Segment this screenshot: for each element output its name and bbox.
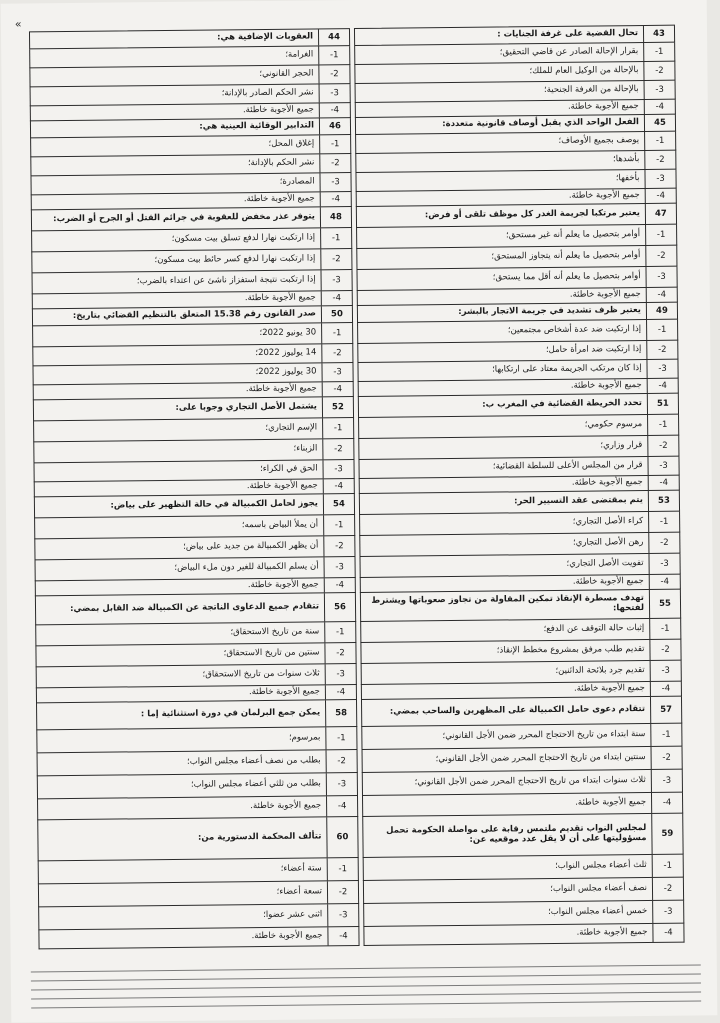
option-number: -3	[325, 664, 356, 684]
option-text: تسعة أعضاء؛	[276, 886, 323, 897]
option-text: قرار من المجلس الأعلى للسلطة القضائية؛	[492, 460, 643, 472]
option-number: -3	[651, 770, 682, 792]
option-number: -3	[644, 170, 675, 188]
option-text: إذا ارتكبت نتيجة استفزاز ناشئ عن اعتداء بالضرب؛	[136, 274, 316, 287]
option-number: -4	[651, 793, 682, 813]
question-text: يعتبر ظرف تشديد في جريمة الاتجار بالبشر:	[458, 305, 641, 318]
option-text: إذا ارتكبت ضد عدة أشخاص مجتمعين؛	[507, 324, 642, 336]
option-text: ثلث أعضاء مجلس النواب؛	[555, 860, 647, 872]
option-row	[363, 878, 684, 904]
option-text: أوامر بتحصيل ما يعلم أنه أقل مما يستحق؛	[492, 271, 641, 283]
option-number: -4	[319, 103, 350, 117]
option-text: بأشدها؛	[612, 154, 640, 165]
option-number: -1	[647, 415, 678, 435]
option-number: -4	[650, 682, 681, 696]
question-number: 59	[651, 814, 682, 854]
option-text: إذا كان مرتكب الجريمة معتاد على ارتكابها؛	[492, 363, 642, 375]
option-text: بطلب من ثلثي أعضاء مجلس النواب؛	[190, 778, 321, 790]
option-number: -4	[323, 479, 354, 493]
option-row	[38, 904, 359, 930]
option-number: -1	[320, 228, 351, 248]
option-number: -2	[327, 881, 358, 903]
exam-sheet	[1, 0, 718, 1023]
option-number: -3	[647, 457, 678, 475]
page-mark: «	[14, 17, 22, 31]
option-number: -3	[645, 267, 676, 287]
option-number: -2	[644, 151, 675, 169]
question-number: 55	[649, 590, 680, 618]
question-text: يعتبر مرتكبا لجريمة الغدر كل موظف تلقى أو فرض:	[424, 208, 640, 221]
option-number: -1	[322, 418, 353, 438]
option-text: بأخفها؛	[615, 173, 640, 184]
option-number: -4	[326, 796, 357, 816]
option-number: -1	[321, 323, 352, 343]
option-number: -1	[323, 515, 354, 535]
question-text: تحدد الخريطة القضائية في المغرب ب:	[482, 398, 642, 410]
option-number: -3	[646, 360, 677, 378]
option-text: جميع الأجوبة خاطئة.	[575, 797, 647, 808]
option-text: سنتين من تاريخ الاستحقاق؛	[223, 647, 320, 659]
option-number: -3	[648, 554, 679, 574]
option-text: بقرار الإحالة الصادر عن قاضي التحقيق؛	[499, 46, 639, 58]
option-text: بالإحالة من الوكيل العام للملك؛	[529, 65, 639, 77]
question-row	[361, 697, 682, 727]
option-number: -2	[321, 344, 352, 362]
option-text: بمرسوم؛	[288, 732, 321, 743]
option-number: -4	[652, 924, 683, 942]
option-row	[37, 750, 358, 776]
option-number: -3	[323, 557, 354, 577]
option-text: إثبات حالة التوقف عن الدفع؛	[543, 623, 645, 635]
question-number: 53	[648, 491, 679, 511]
option-row	[361, 724, 682, 750]
option-text: الإسم التجاري؛	[265, 422, 318, 434]
option-text: مرسوم حكومي؛	[584, 419, 643, 430]
option-number: -1	[650, 724, 681, 746]
option-number: -3	[650, 661, 681, 681]
option-number: -3	[319, 173, 350, 191]
option-row	[363, 855, 684, 881]
option-text: أن يسلم الكمبيالة للغير دون ملء البياض؛	[174, 561, 319, 574]
option-row	[38, 881, 359, 907]
option-number: -3	[321, 363, 352, 381]
option-text: جميع الأجوبة خاطئة.	[573, 683, 645, 694]
option-text: تقديم جرد بلائحة الدائنين؛	[555, 665, 645, 677]
ruled-lines	[31, 964, 701, 1016]
question-number: 46	[319, 118, 350, 134]
question-number: 57	[650, 697, 681, 723]
ruled-line	[31, 991, 701, 999]
question-row	[35, 593, 356, 625]
option-text: الزبناء؛	[293, 443, 318, 454]
option-text: كراء الأصل التجاري؛	[572, 516, 644, 527]
option-number: -2	[324, 643, 355, 663]
question-text: العقوبات الإضافية هي:	[217, 31, 314, 43]
question-text: يتوفر عذر مخفض للعقوبة في جرائم القتل أو الجرح أو الضرب:	[53, 211, 315, 225]
option-text: نشر الحكم الصادر بالإدانة؛	[221, 87, 314, 99]
option-text: جميع الأجوبة خاطئة.	[570, 380, 642, 391]
option-text: ستة أعضاء؛	[280, 863, 322, 874]
option-row	[37, 773, 358, 799]
question-number: 60	[326, 817, 357, 857]
option-number: -2	[319, 154, 350, 172]
question-text: يتم بمقتضى عقد التسيير الحر:	[514, 495, 643, 507]
question-number: 48	[320, 207, 351, 227]
option-text: بالإحالة من الغرفة الجنحية؛	[543, 84, 639, 96]
option-text: ثلاث سنوات ابتداء من تاريخ الاحتجاج المحرر ضمن الأجل القانوني؛	[414, 775, 646, 788]
option-text: جميع الأجوبة خاطئة.	[246, 480, 318, 492]
option-number: -2	[643, 62, 674, 80]
option-number: -2	[318, 65, 349, 83]
option-text: جميع الأجوبة خاطئة.	[247, 579, 319, 591]
option-number: -1	[648, 512, 679, 532]
option-number: -2	[648, 533, 679, 553]
option-text: جميع الأجوبة خاطئة.	[243, 193, 315, 205]
option-number: -2	[326, 750, 357, 772]
option-number: -4	[321, 291, 352, 305]
question-text: التدابير الوقائية العينية هي:	[199, 120, 315, 132]
question-number: 54	[323, 494, 354, 514]
option-number: -4	[324, 578, 355, 592]
option-number: -2	[323, 536, 354, 556]
option-number: -4	[647, 379, 678, 393]
option-number: -4	[322, 382, 353, 396]
option-text: جميع الأجوبة خاطئة.	[576, 927, 648, 938]
option-text: جميع الأجوبة خاطئة.	[251, 930, 323, 942]
question-text: تحال القضية على غرفة الجنايات :	[497, 28, 639, 40]
option-number: -4	[648, 476, 679, 490]
option-number: -2	[646, 341, 677, 359]
option-number: -1	[327, 858, 358, 880]
option-text: جميع الأجوبة خاطئة.	[248, 686, 320, 698]
option-row	[36, 727, 357, 753]
option-row	[362, 770, 683, 796]
option-number: -1	[646, 320, 677, 340]
option-number: -2	[647, 436, 678, 456]
option-text: قرار وزاري؛	[600, 440, 643, 451]
option-text: الحجر القانوني؛	[259, 68, 314, 80]
option-number: -3	[319, 84, 350, 102]
question-number: 49	[646, 303, 677, 319]
option-number: -4	[327, 927, 358, 945]
option-text: تقديم طلب مرفق بمشروع مخطط الإنقاذ؛	[496, 644, 645, 656]
option-text: اثنى عشر عضوا؛	[263, 909, 323, 921]
option-row	[362, 747, 683, 773]
option-number: -1	[649, 619, 680, 639]
question-number: 50	[321, 306, 352, 322]
option-number: -1	[645, 225, 676, 245]
option-text: المصادرة؛	[279, 176, 315, 187]
option-number: -3	[652, 901, 683, 923]
option-text: جميع الأجوبة خاطئة.	[572, 576, 644, 587]
option-text: 14 يوليوز 2022؛	[255, 347, 317, 359]
option-number: -1	[652, 855, 683, 877]
question-number: 58	[325, 700, 356, 726]
question-text: تتقادم جميع الدعاوى الناتجة عن الكمبيالة ضد القابل بمضي:	[70, 601, 320, 615]
option-text: جميع الأجوبة خاطئة.	[244, 292, 316, 304]
option-text: أن يملأ البياض باسمه؛	[241, 519, 319, 531]
option-number: -2	[322, 439, 353, 459]
question-text: الفعل الواحد الذي يقبل أوصاف قانونية متعددة:	[442, 117, 640, 130]
question-text: لمجلس النواب تقديم ملتمس رقابة على مواصلة الحكومة تحمل مسؤوليتها على أن لا يقل عدد موقعيه عن:	[386, 823, 647, 845]
option-text: ثلاث سنوات من تاريخ الاستحقاق؛	[202, 668, 320, 680]
option-row	[38, 858, 359, 884]
option-text: جميع الأجوبة خاطئة.	[568, 190, 640, 201]
option-text: إغلاق المحل؛	[268, 138, 315, 150]
option-number: -1	[643, 43, 674, 61]
option-number: -1	[319, 135, 350, 153]
option-number: -4	[646, 288, 677, 302]
option-text: سنة ابتداء من تاريخ الاحتجاج المحرر ضمن الأجل القانوني؛	[442, 729, 646, 742]
option-number: -3	[327, 904, 358, 926]
option-number: -1	[318, 46, 349, 64]
option-row	[363, 924, 684, 946]
ruled-line	[31, 973, 701, 981]
option-row	[38, 927, 359, 949]
option-text: الحق في الكراء؛	[260, 463, 318, 475]
option-number: -4	[649, 575, 680, 589]
question-row	[36, 700, 357, 730]
option-text: يوصف بجميع الأوصاف؛	[558, 135, 640, 146]
right-column	[354, 25, 685, 946]
option-number: -3	[644, 81, 675, 99]
question-number: 45	[644, 115, 675, 131]
option-text: سنة من تاريخ الاستحقاق؛	[230, 626, 320, 638]
left-column	[29, 28, 360, 949]
question-text: يشتمل الأصل التجاري وجوبا على:	[175, 401, 317, 414]
option-text: 30 يونيو 2022؛	[259, 327, 317, 339]
question-row	[37, 817, 358, 861]
option-text: إذا ارتكبت نهارا لدفع تسلق بيت مسكون؛	[171, 232, 316, 245]
question-text: تتقادم دعوى حامل الكمبيالة على المظهرين والساحب بمضي:	[389, 704, 646, 717]
option-text: جميع الأجوبة خاطئة.	[567, 101, 639, 112]
option-text: أوامر بتحصيل ما يعلم أنه يتجاوز المستحق؛	[491, 250, 641, 262]
question-row	[360, 590, 681, 622]
option-number: -1	[324, 622, 355, 642]
option-number: -4	[644, 100, 675, 114]
ruled-line	[31, 964, 701, 972]
option-text: خمس أعضاء مجلس النواب؛	[548, 906, 648, 918]
option-number: -3	[322, 460, 353, 478]
ruled-line	[31, 982, 701, 990]
option-text: إذا ارتكبت نهارا لدفع كسر حائط بيت مسكون؛	[154, 253, 316, 266]
option-text: بطلب من نصف أعضاء مجلس النواب؛	[186, 755, 321, 767]
option-text: نشر الحكم بالإدانة؛	[247, 157, 315, 169]
question-text: صدر القانون رقم 15.38 المتعلق بالتنظيم القضائي بتاريخ:	[72, 308, 316, 322]
option-number: -2	[649, 640, 680, 660]
option-text: نصف أعضاء مجلس النواب؛	[550, 883, 648, 895]
option-number: -2	[320, 249, 351, 269]
option-number: -3	[326, 773, 357, 795]
option-text: أن يظهر الكمبيالة من جديد على بياض؛	[183, 540, 319, 552]
question-number: 43	[643, 26, 674, 42]
option-text: أوامر بتحصيل ما يعلم أنه غير مستحق؛	[505, 229, 641, 241]
option-number: -1	[644, 132, 675, 150]
option-text: 30 يوليوز 2022؛	[255, 366, 317, 378]
option-text: إذا ارتكبت ضد امرأة حامل؛	[545, 344, 642, 356]
question-number: 47	[645, 204, 676, 224]
question-number: 52	[322, 397, 353, 417]
option-text: جميع الأجوبة خاطئة.	[569, 289, 641, 300]
questions-table	[29, 25, 685, 950]
question-text: تهدف مسطرة الإنقاذ تمكين المقاولة من تجاوز صعوباتها ويشترط لفتحها:	[371, 593, 645, 614]
option-text: سنتين ابتداء من تاريخ الاحتجاج المحرر ضمن الأجل القانوني؛	[435, 752, 646, 765]
option-text: جميع الأجوبة خاطئة.	[250, 800, 322, 812]
option-text: تفويت الأصل التجاري؛	[566, 558, 644, 569]
ruled-line	[31, 1000, 701, 1008]
question-number: 44	[318, 29, 349, 45]
question-text: يمكن جمع البرلمان في دورة استثنائية إما :	[140, 707, 321, 720]
question-text: تتألف المحكمة الدستورية من:	[197, 831, 322, 843]
option-number: -2	[652, 878, 683, 900]
question-number: 56	[324, 593, 355, 621]
option-number: -2	[651, 747, 682, 769]
option-row	[363, 901, 684, 927]
option-text: رهن الأصل التجاري؛	[572, 537, 644, 548]
option-number: -4	[320, 192, 351, 206]
option-text: الغرامة؛	[285, 49, 314, 60]
option-number: -4	[325, 685, 356, 699]
option-number: -1	[325, 727, 356, 749]
option-text: جميع الأجوبة خاطئة.	[571, 477, 643, 488]
question-text: يجوز لحامل الكمبيالة في حالة التظهير على بياض:	[110, 498, 318, 511]
option-number: -3	[320, 270, 351, 290]
option-text: جميع الأجوبة خاطئة.	[245, 383, 317, 395]
option-number: -2	[645, 246, 676, 266]
question-row	[362, 814, 683, 858]
question-number: 51	[647, 394, 678, 414]
option-text: جميع الأجوبة خاطئة.	[242, 104, 314, 116]
option-number: -4	[645, 189, 676, 203]
